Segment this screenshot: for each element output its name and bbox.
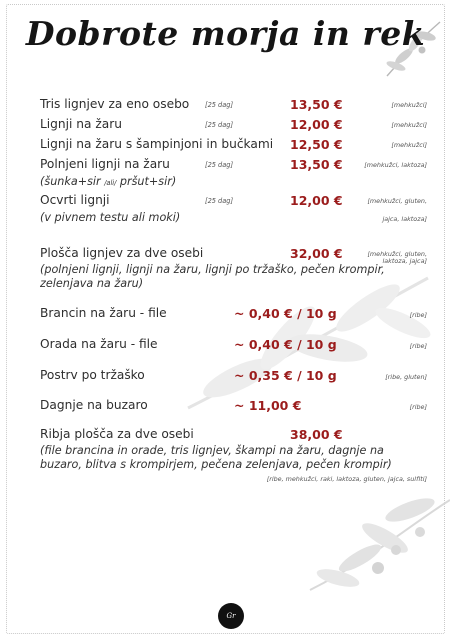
- page-title: Dobrote morja in rek: [25, 14, 426, 53]
- menu-item: [0, 306, 451, 324]
- item-allergens: [ribe]: [409, 311, 427, 319]
- item-name: Ribja plošča za dve osebi: [40, 427, 194, 441]
- item-name: Dagnje na buzaro: [40, 398, 148, 412]
- item-name: Polnjeni lignji na žaru: [40, 157, 170, 171]
- item-allergens: [mehkužci]: [391, 121, 427, 129]
- menu-item: [0, 97, 451, 115]
- item-name: Brancin na žaru - file: [40, 306, 167, 320]
- item-price: ~ 0,40 € / 10 g: [234, 306, 337, 321]
- item-description: (polnjeni lignji, lignji na žaru, lignji po tržaško, pečen krompir, zelenjava na žaru): [40, 263, 385, 290]
- item-price: ~ 0,40 € / 10 g: [234, 337, 337, 352]
- item-weight: [25 dag]: [205, 121, 234, 129]
- menu-item: [0, 157, 451, 175]
- menu-item: [0, 427, 451, 445]
- item-allergens: [ribe]: [409, 403, 427, 411]
- item-name: Lignji na žaru s šampinjoni in bučkami: [40, 137, 274, 151]
- restaurant-logo: Gr: [218, 603, 244, 629]
- item-price: 12,50 €: [290, 137, 343, 152]
- item-price: 12,00 €: [290, 193, 343, 208]
- item-price: 32,00 €: [290, 246, 343, 261]
- menu-item: [0, 368, 451, 386]
- menu-item: [0, 337, 451, 355]
- item-name: Tris lignjev za eno osebo: [40, 97, 190, 111]
- item-description: (šunka+sir /ali/ pršut+sir): [40, 175, 177, 188]
- item-weight: [25 dag]: [205, 197, 234, 205]
- item-name: Orada na žaru - file: [40, 337, 158, 351]
- item-price: 38,00 €: [290, 427, 343, 442]
- item-price: 12,00 €: [290, 117, 343, 132]
- item-allergens: [ribe, mehkužci, raki, laktoza, gluten, jajca, sulfiti]: [266, 475, 427, 483]
- item-allergens-cont: laktoza, jajca]: [382, 257, 427, 265]
- item-price: ~ 0,35 € / 10 g: [234, 368, 337, 383]
- item-weight: [25 dag]: [205, 101, 234, 109]
- item-price: 13,50 €: [290, 157, 343, 172]
- item-allergens: [mehkužci, laktoza]: [364, 161, 427, 169]
- item-description: (v pivnem testu ali moki): [40, 211, 181, 224]
- item-name: Postrv po tržaško: [40, 368, 145, 382]
- item-price: ~ 11,00 €: [234, 398, 302, 413]
- item-allergens-cont: jajca, laktoza]: [382, 215, 427, 223]
- item-name: Plošča lignjev za dve osebi: [40, 246, 204, 260]
- menu-item: [0, 193, 451, 211]
- menu-item: [0, 137, 451, 155]
- item-name: Lignji na žaru: [40, 117, 122, 131]
- menu-item: [0, 398, 451, 416]
- item-allergens: [mehkužci, gluten,: [367, 250, 427, 258]
- item-allergens: [mehkužci]: [391, 141, 427, 149]
- item-description: (file brancina in orade, tris lignjev, škampi na žaru, dagnje na buzaro, blitva s krompirjem, pečena zelenjava, pečen krompir): [40, 444, 392, 471]
- item-name: Ocvrti lignji: [40, 193, 110, 207]
- item-allergens: [mehkužci, gluten,: [367, 197, 427, 205]
- item-allergens: [mehkužci]: [391, 101, 427, 109]
- menu-item: [0, 117, 451, 135]
- item-weight: [25 dag]: [205, 161, 234, 169]
- item-allergens: [ribe, gluten]: [385, 373, 427, 381]
- olive-branch-bottom-icon: [300, 480, 450, 600]
- item-price: 13,50 €: [290, 97, 343, 112]
- item-allergens: [ribe]: [409, 342, 427, 350]
